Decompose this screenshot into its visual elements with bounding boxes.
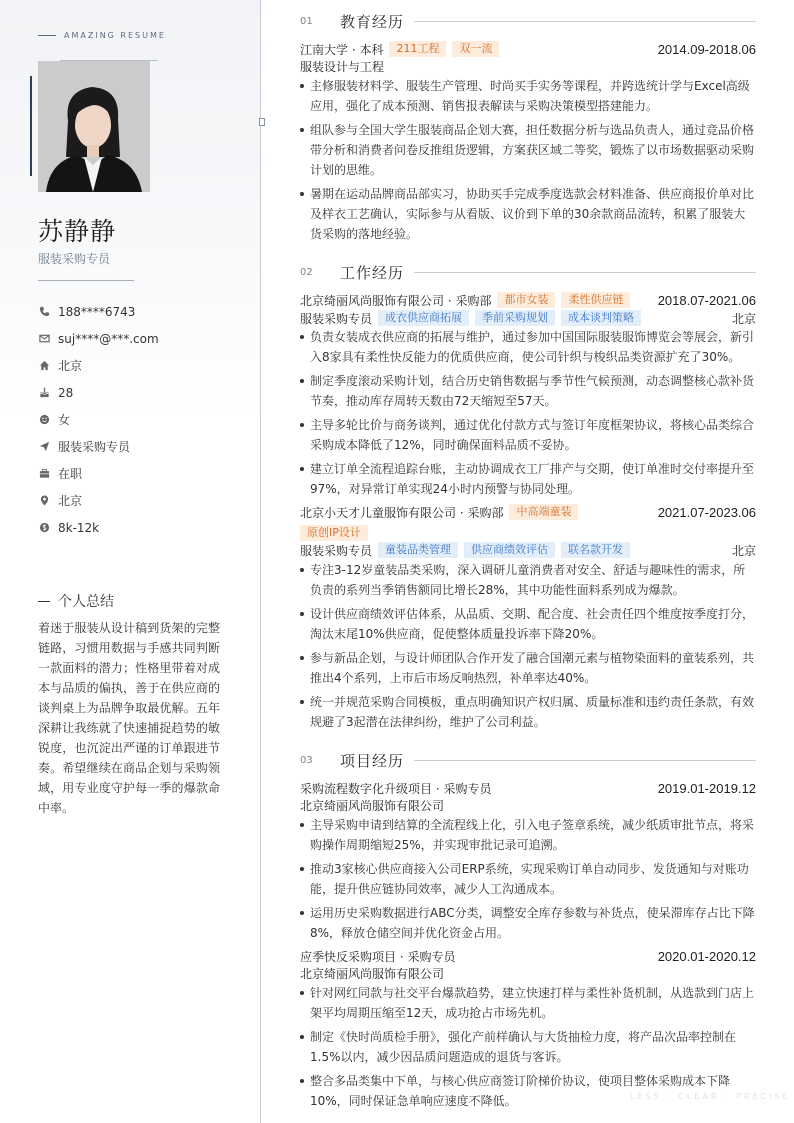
section-title: 教育经历 — [340, 12, 405, 31]
sidebar — [0, 0, 261, 1123]
skill-tag: 成本谈判策略 — [561, 310, 641, 326]
school-tag: 211工程 — [389, 41, 446, 57]
project-name: 采购流程数字化升级项目 · 采购专员 — [300, 781, 492, 796]
company-tag: 原创IP设计 — [300, 525, 368, 541]
skill-tag: 成衣供应商拓展 — [378, 310, 469, 326]
project-date: 2019.01-2019.12 — [657, 780, 756, 796]
info-location — [38, 487, 159, 514]
education-bullets — [300, 76, 756, 248]
job-bullets — [300, 560, 756, 736]
section-education-header — [300, 11, 756, 31]
brand-text: AMAZING RESUME — [64, 31, 166, 40]
section-title: 工作经历 — [340, 263, 405, 282]
sidebar-divider — [38, 280, 134, 281]
brand-mark — [38, 31, 166, 40]
project-name: 应季快反采购项目 · 采购专员 — [300, 949, 456, 964]
education-bullet: 组队参与全国大学生服装商品企划大赛，担任数据分析与选品负责人，通过竞品价格带分析和消费者问卷反推组货逻辑，方案获区域二等奖，锻炼了以市场数据驱动采购计划的思维。 — [300, 120, 756, 180]
info-phone — [38, 298, 159, 325]
briefcase-icon — [38, 468, 50, 480]
job-position: 服装采购专员 — [300, 311, 373, 326]
info-target-role — [38, 433, 159, 460]
project-bullet: 运用历史采购数据进行ABC分类，调整安全库存参数与补货点，使呆滞库存占比下降8%，释放仓储空间并优化资金占用。 — [300, 903, 756, 943]
job-position: 服装采购专员 — [300, 543, 373, 558]
info-value: 8k-12k — [58, 520, 100, 535]
company-tag: 柔性供应链 — [561, 292, 630, 308]
sidebar-edge-marker — [259, 118, 265, 126]
job-city: 北京 — [731, 543, 756, 558]
section-title: 项目经历 — [340, 751, 405, 770]
cake-icon — [38, 387, 50, 399]
section-number: 01 — [300, 15, 313, 27]
project-org: 北京绮丽风尚服饰有限公司 — [300, 799, 445, 813]
project-date: 2020.01-2020.12 — [657, 948, 756, 964]
project-bullet: 针对网红同款与社交平台爆款趋势，建立快速打样与柔性补货机制，从选款到门店上架平均周期压缩至12天，成功抢占市场先机。 — [300, 983, 756, 1023]
job-bullet: 统一并规范采购合同模板，重点明确知识产权归属、质量标准和违约责任条款，有效规避了3起潜在法律纠纷，维护了公司利益。 — [300, 692, 756, 732]
project-bullet: 推动3家核心供应商接入公司ERP系统，实现采购订单自动同步、发货通知与对账功能，提升供应链协同效率，减少人工沟通成本。 — [300, 859, 756, 899]
job-bullet: 制定季度滚动采购计划，结合历史销售数据与季节性气候预测，动态调整核心款补货节奏，推动库存周转天数由72天缩短至57天。 — [300, 371, 756, 411]
project-bullet: 主导采购申请到结算的全流程线上化，引入电子签章系统，减少纸质审批节点，将采购操作周期缩短25%，并实现审批记录可追溯。 — [300, 815, 756, 855]
project-bullet: 整合多品类集中下单，与核心供应商签订阶梯价协议，使项目整体采购成本下降10%，同时保证急单响应速度不降低。 — [300, 1071, 756, 1111]
info-age — [38, 379, 159, 406]
job-bullet: 设计供应商绩效评估体系，从品质、交期、配合度、社会责任四个维度按季度打分，淘汰末尾10%供应商，促使整体质量投诉率下降20%。 — [300, 604, 756, 644]
job-bullet: 参与新品企划，与设计师团队合作开发了融合国潮元素与植物染面料的童装系列，共推出4个系列，上市后市场反响热烈，补单率达40%。 — [300, 648, 756, 688]
section-rule — [414, 272, 756, 273]
education-header-row — [300, 40, 756, 58]
info-value: 北京 — [58, 494, 83, 508]
job-city: 北京 — [731, 311, 756, 326]
info-status — [38, 460, 159, 487]
company-name: 北京绮丽风尚服饰有限公司 · 采购部 — [300, 293, 492, 308]
info-value: 北京 — [58, 359, 83, 373]
project-bullets — [300, 815, 756, 947]
location-pin-icon — [38, 495, 50, 507]
project-bullet: 制定《快时尚质检手册》，强化产前样确认与大货抽检力度，将产品次品率控制在1.5%以内，减少因品质问题造成的退货与客诉。 — [300, 1027, 756, 1067]
section-number: 03 — [300, 754, 313, 766]
education-major: 服装设计与工程 — [300, 60, 385, 74]
info-value: 28 — [58, 385, 74, 400]
job-bullet: 专注3-12岁童装品类采购，深入调研儿童消费者对安全、舒适与趣味性的需求，所负责的系列当季销售额同比增长28%，其中功能性面料系列成为爆款。 — [300, 560, 756, 600]
summary-title-text: 个人总结 — [58, 594, 114, 610]
company-tag: 都市女装 — [497, 292, 555, 308]
job-header-tags-row — [300, 524, 756, 542]
info-gender — [38, 406, 159, 433]
smile-icon — [38, 414, 50, 426]
candidate-name: 苏静静 — [38, 217, 117, 246]
project-header-row — [300, 779, 756, 797]
info-value: suj****@***.com — [58, 331, 159, 346]
info-value: 在职 — [58, 467, 83, 481]
watermark: LESS · CLEAR · PRECISE — [630, 1092, 791, 1101]
section-number: 02 — [300, 266, 313, 278]
info-home — [38, 352, 159, 379]
education-date: 2014.09-2018.06 — [657, 41, 756, 57]
job-bullets — [300, 327, 756, 503]
photo-frame-left-bar — [30, 76, 32, 176]
job-bullet: 建立订单全流程追踪台账，主动协调成衣工厂排产与交期，使订单准时交付率提升至97%，对异常订单实现24小时内预警与协同处理。 — [300, 459, 756, 499]
info-salary — [38, 514, 159, 541]
company-name: 北京小天才儿童服饰有限公司 · 采购部 — [300, 505, 504, 520]
job-date: 2018.07-2021.06 — [657, 292, 756, 308]
school-tag: 双一流 — [452, 41, 499, 57]
send-icon — [38, 441, 50, 453]
info-value: 女 — [58, 413, 71, 427]
home-icon — [38, 360, 50, 372]
project-header-row — [300, 947, 756, 965]
section-work-header — [300, 262, 756, 282]
salary-icon — [38, 522, 50, 534]
job-bullet: 主导多轮比价与商务谈判，通过优化付款方式与签订年度框架协议，将核心品类综合采购成本降低了12%，同时确保面料品质不妥协。 — [300, 415, 756, 455]
phone-icon — [38, 306, 50, 318]
info-email — [38, 325, 159, 352]
candidate-role: 服装采购专员 — [38, 252, 111, 266]
contact-info-list — [38, 298, 159, 541]
summary-text: 着迷于服装从设计稿到货架的完整链路，习惯用数据与手感共同判断一款面料的潜力；性格里带着对成本与品质的偏执，善于在供应商的谈判桌上为品牌争取最优解。五年深耕让我练就了快速捕捉趋势的敏锐度，也沉淀出严谨的订单跟进节奏。希望继续在商品企划与采购领域，用专业度守护每一季的爆款命中率。 — [38, 621, 220, 815]
job-position-row — [300, 541, 756, 559]
job-header-row — [300, 291, 756, 309]
education-bullet: 主修服装材料学、服装生产管理、时尚买手实务等课程，并跨选统计学与Excel高级应用，强化了成本预测、销售报表解读与采购决策模型搭建能力。 — [300, 76, 756, 116]
section-rule — [414, 21, 756, 22]
summary-heading — [38, 591, 114, 611]
skill-tag: 联名款开发 — [561, 542, 630, 558]
profile-photo — [38, 61, 150, 192]
email-icon — [38, 333, 50, 345]
skill-tag: 童装品类管理 — [378, 542, 458, 558]
job-bullet: 负责女装成衣供应商的拓展与维护，通过参加中国国际服装服饰博览会等展会，新引入8家具有柔性快反能力的优质供应商，使公司针织与梭织品类资源扩充了30%。 — [300, 327, 756, 367]
job-header-row — [300, 503, 756, 521]
job-date: 2021.07-2023.06 — [657, 504, 756, 520]
project-org: 北京绮丽风尚服饰有限公司 — [300, 967, 445, 981]
info-value: 188****6743 — [58, 304, 136, 319]
section-projects-header — [300, 750, 756, 770]
skill-tag: 季前采购规划 — [475, 310, 555, 326]
school-name: 江南大学 · 本科 — [300, 42, 384, 57]
info-value: 服装采购专员 — [58, 440, 131, 454]
section-rule — [414, 760, 756, 761]
education-bullet: 暑期在运动品牌商品部实习，协助买手完成季度选款会材料准备、供应商报价单对比及样衣工艺确认，实际参与从看版、议价到下单的30余款商品流转，积累了服装大货采购的落地经验。 — [300, 184, 756, 244]
company-tag: 中高端童装 — [509, 504, 578, 520]
skill-tag: 供应商绩效评估 — [464, 542, 555, 558]
job-position-row — [300, 309, 756, 327]
